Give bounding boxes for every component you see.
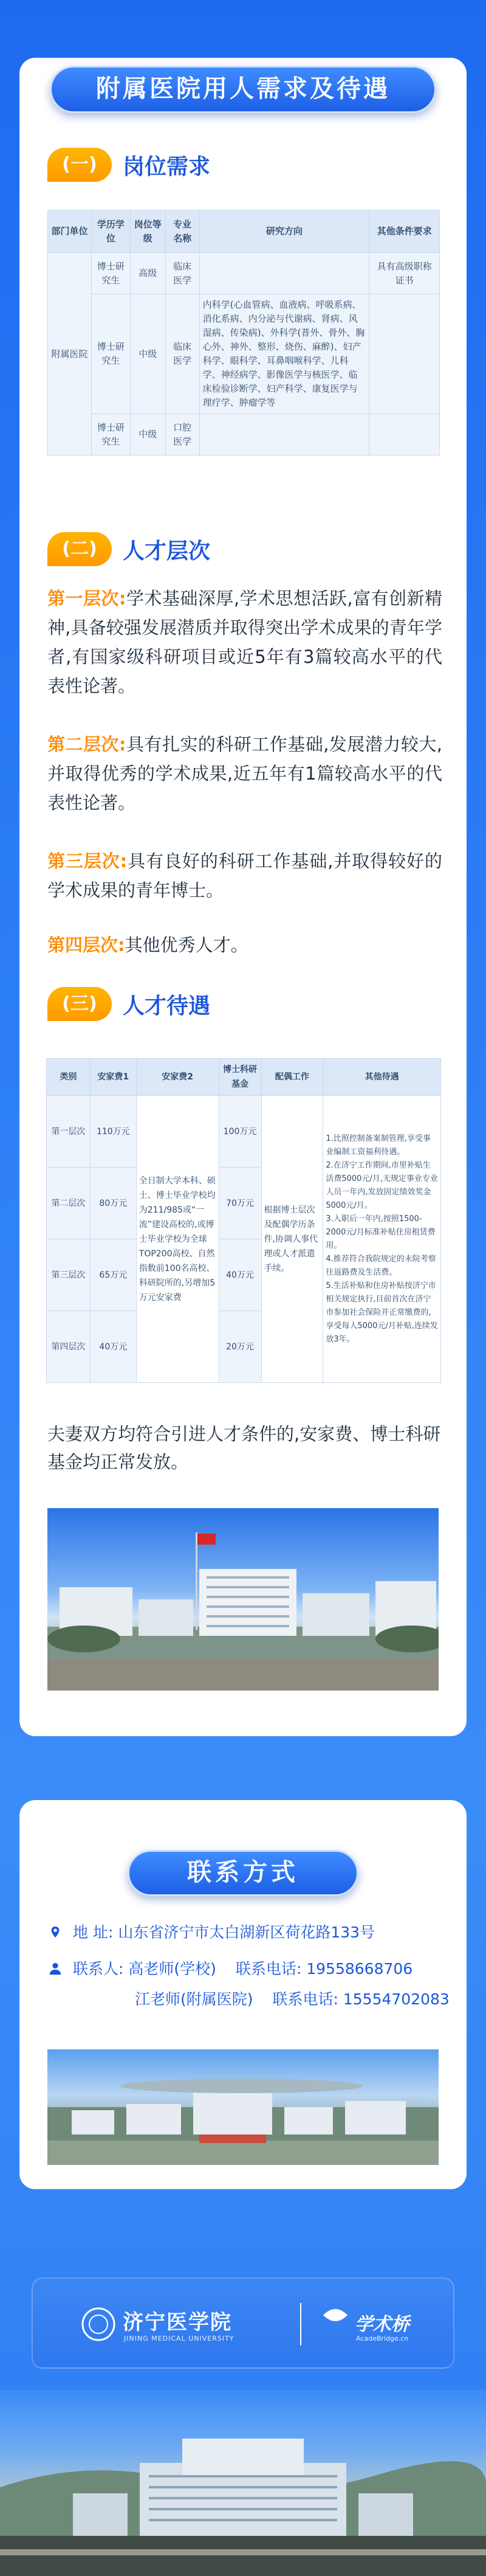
page-title: 附属医院用人需求及待遇 xyxy=(50,66,436,113)
fee1-cell: 65万元 xyxy=(90,1239,136,1311)
level-text: 具有扎实的科研工作基础,发展潜力较大,并取得优秀的学术成果,近五年有1篇较高水平的代表性论著。 xyxy=(47,734,443,813)
level-paragraph xyxy=(47,730,442,817)
phone-label: 联系电话: xyxy=(235,1960,302,1978)
fund-cell: 20万元 xyxy=(219,1311,261,1383)
header-cell: 博士科研基金 xyxy=(219,1059,261,1096)
other-cell: 具有高级职称证书 xyxy=(369,253,440,294)
header-cell: 安家费1 xyxy=(90,1059,136,1096)
fund-cell: 100万元 xyxy=(219,1096,261,1168)
header-cell: 配偶工作 xyxy=(261,1059,323,1096)
section-2-tag: (二) xyxy=(47,532,112,566)
header-cell: 研究方向 xyxy=(199,210,369,253)
location-pin-icon xyxy=(49,1925,62,1939)
table-header-row xyxy=(48,210,440,253)
spouse-cell: 根据博士层次及配偶学历条件,协调人事代理或人才派遣手续。 xyxy=(261,1096,323,1383)
phone-label: 联系电话: xyxy=(272,1990,338,2008)
major-cell: 临床医学 xyxy=(165,253,199,294)
other-benefits-cell: 1.比照控制备案制管理,享受事业编制工资福利待遇。 2.在济宁工作期间,市里补贴生活费5000元/月,无规定事业专业人员一年内,发放固定绩效奖金5000元/月。 3.入职后一年内,按照1500-2000元/月标准补贴住房租赁费用。 4.推荐符合我院规定的未院考察往返路费及生活费。 5.生活补贴和住房补贴按济宁市相关规定执行,目前首次在济宁市参加社会保险并正常缴费的,享受每人5000元/月补贴,连续发放3年。 xyxy=(323,1096,441,1383)
header-cell: 其他待遇 xyxy=(323,1059,441,1096)
level-cell: 中级 xyxy=(130,294,165,414)
section-3-header xyxy=(47,985,210,1023)
section-3-title: 人才待遇 xyxy=(123,993,211,1019)
header-cell: 专业名称 xyxy=(165,210,199,253)
table-row xyxy=(47,1096,441,1168)
campus-illustration xyxy=(47,1508,439,1691)
contact-row xyxy=(49,1958,412,1980)
table-row xyxy=(48,294,440,414)
direction-cell xyxy=(199,414,369,455)
category-cell: 第四层次 xyxy=(47,1311,91,1383)
benefits-table xyxy=(46,1058,441,1383)
header-cell: 学历学位 xyxy=(91,210,130,253)
header-cell: 其他条件要求 xyxy=(369,210,440,253)
section-2-header xyxy=(47,530,210,568)
header-cell: 部门单位 xyxy=(48,210,92,253)
fee1-cell: 40万元 xyxy=(90,1311,136,1383)
table-header-row xyxy=(47,1059,441,1096)
school-logo-text: 济宁医学院 xyxy=(123,2310,232,2335)
degree-cell: 博士研究生 xyxy=(91,253,130,294)
category-cell: 第三层次 xyxy=(47,1239,91,1311)
level-label: 第一层次: xyxy=(47,588,126,609)
degree-cell: 博士研究生 xyxy=(91,414,130,455)
contact-row xyxy=(135,1989,450,2010)
table-row xyxy=(48,414,440,455)
contact-label: 联系人: xyxy=(73,1960,124,1978)
person-icon xyxy=(49,1962,62,1975)
campus-photo xyxy=(47,1508,439,1691)
section-2-title: 人才层次 xyxy=(123,538,211,564)
major-cell: 口腔医学 xyxy=(165,414,199,455)
level-label: 第二层次: xyxy=(47,734,126,755)
fund-cell: 70万元 xyxy=(219,1168,261,1239)
direction-cell xyxy=(199,253,369,294)
dept-cell: 附属医院 xyxy=(48,253,92,455)
category-cell: 第一层次 xyxy=(47,1096,91,1168)
direction-cell: 内科学(心血管病、血液病、呼吸系病、消化系病、内分泌与代谢病、肾病、风湿病、传染病)、外科学(普外、骨外、胸心外、神外、整形、烧伤、麻醉)、妇产科学、眼科学、耳鼻咽喉科学、儿科学、神经病学、影像医学与核医学、临床检验诊断学、妇产科学、康复医学与理疗学、肿瘤学等 xyxy=(199,294,369,414)
partner-logo-text: 学术桥 xyxy=(355,2314,409,2335)
level-text: 学术基础深厚,学术思想活跃,富有创新精神,具备较强发展潜质并取得突出学术成果的青年学者,有国家级科研项目或近5年有3篇较高水平的代表性论著。 xyxy=(47,588,443,696)
positions-table xyxy=(47,210,440,455)
header-cell: 岗位等级 xyxy=(130,210,165,253)
fee1-cell: 80万元 xyxy=(90,1168,136,1239)
header-cell: 安家费2 xyxy=(136,1059,219,1096)
footer-logo-bar xyxy=(32,2277,454,2369)
phone-number[interactable]: 19558668706 xyxy=(306,1960,413,1978)
level-paragraph xyxy=(47,847,442,905)
contact-name: 江老师(附属医院) xyxy=(135,1990,253,2008)
level-label: 第三层次: xyxy=(47,851,128,871)
partner-logo-sub: AcadeBridge.cn xyxy=(356,2335,409,2342)
level-paragraph xyxy=(47,584,442,701)
aerial-illustration xyxy=(47,2049,439,2165)
section-1-title: 岗位需求 xyxy=(123,154,211,179)
category-cell: 第二层次 xyxy=(47,1168,91,1239)
fee2-cell: 全日制大学本科、硕士、博士毕业学校均为211/985或“一流”建设高校的,或博士毕业学校为全球TOP200高校、自然指数前100名高校、科研院所的,另增加5万元安家费 xyxy=(136,1096,219,1383)
other-cell xyxy=(369,294,440,414)
address-label: 地 址: xyxy=(73,1923,114,1941)
level-paragraph xyxy=(47,930,442,960)
major-cell: 临床医学 xyxy=(165,294,199,414)
footer-illustration xyxy=(0,2390,486,2576)
level-text: 其他优秀人才。 xyxy=(125,935,248,955)
address-row xyxy=(49,1922,375,1944)
section-1-tag: (一) xyxy=(47,148,112,182)
phone-number[interactable]: 15554702083 xyxy=(343,1990,450,2008)
level-cell: 高级 xyxy=(130,253,165,294)
other-cell xyxy=(369,414,440,455)
aerial-campus-photo xyxy=(47,2049,439,2165)
degree-cell: 博士研究生 xyxy=(91,294,130,414)
level-label: 第四层次: xyxy=(47,935,125,955)
section-3-tag: (三) xyxy=(47,987,112,1021)
table-row xyxy=(48,253,440,294)
level-cell: 中级 xyxy=(130,414,165,455)
contact-name: 高老师(学校) xyxy=(128,1960,216,1978)
contact-title: 联系方式 xyxy=(128,1850,358,1896)
header-cell: 类别 xyxy=(47,1059,91,1096)
address-value: 山东省济宁市太白湖新区荷花路133号 xyxy=(118,1923,375,1941)
level-text: 具有良好的科研工作基础,并取得较好的学术成果的青年博士。 xyxy=(47,851,442,901)
school-logo-en: JINING MEDICAL UNIVERSITY xyxy=(124,2335,234,2342)
fund-cell: 40万元 xyxy=(219,1239,261,1311)
fee1-cell: 110万元 xyxy=(90,1096,136,1168)
footer-campus-photo xyxy=(0,2390,486,2576)
couple-note: 夫妻双方均符合引进人才条件的,安家费、博士科研基金均正常发放。 xyxy=(47,1424,441,1472)
section-1-header xyxy=(47,146,210,184)
